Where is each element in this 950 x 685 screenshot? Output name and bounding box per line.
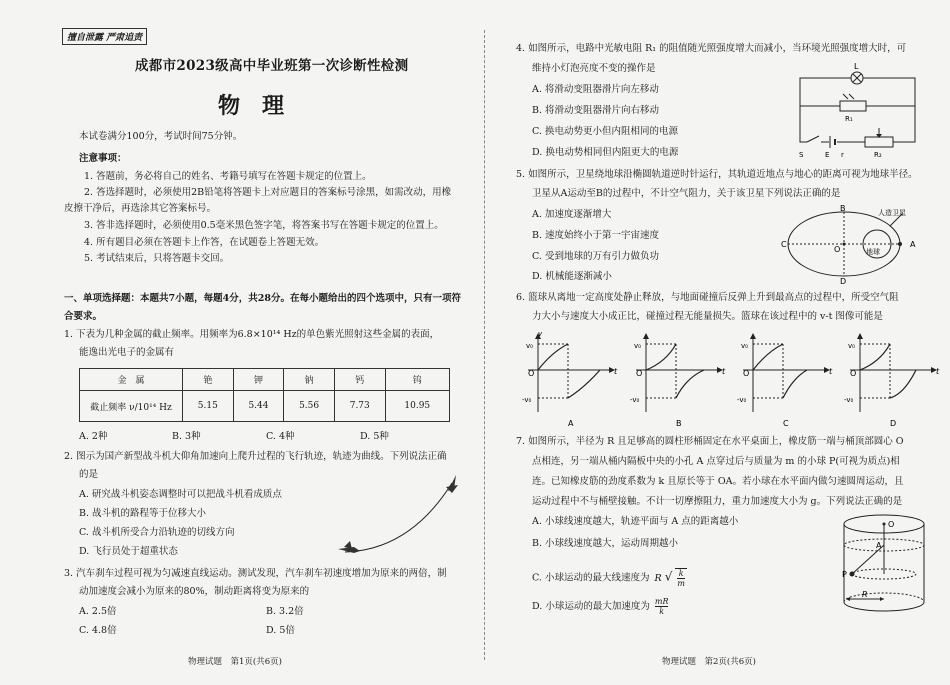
- axis-label: t: [829, 367, 833, 376]
- q7-option-d: [532, 597, 670, 616]
- table-header-cell: 钾: [233, 369, 284, 391]
- q2-stem-cont: 的是: [79, 469, 99, 480]
- q5-option-a: A. 加速度逐渐增大: [532, 209, 612, 220]
- q5-stem: 5. 如图所示，卫星绕地球沿椭圆轨道逆时针运行，其轨道近地点与地心的距离可视为地球半径。: [516, 169, 918, 180]
- q4-option-b: B. 将滑动变阻器滑片向右移动: [532, 105, 660, 116]
- orbit-label: A: [910, 240, 916, 249]
- q3-option-c: C. 4.8倍: [79, 625, 117, 636]
- axis-label: v₀: [634, 342, 641, 350]
- axis-label: -v₀: [737, 396, 747, 404]
- q3-option-d: D. 5倍: [266, 625, 295, 636]
- circuit-label: R₁: [845, 115, 853, 123]
- q6-stem-cont: 力大小与速度大小成正比，碰撞过程无能量损失。篮球在该过程中的 v-t 图像可能是: [532, 311, 883, 322]
- page-footer: 物理试题 第2页(共6页): [662, 657, 756, 667]
- circuit-diagram: [795, 62, 925, 160]
- page-footer: 物理试题 第1页(共6页): [188, 657, 282, 667]
- q1-option-d: D. 5种: [360, 431, 389, 442]
- orbit-label: 地球: [866, 248, 880, 256]
- q7-stem-cont: 运动过程中不与桶壁接触。不计一切摩擦阻力，重力加速度大小为 g。下列说法正确的是: [532, 496, 903, 507]
- note-line: 4. 所有题目必须在答题卡上作答，在试题卷上答题无效。: [84, 237, 325, 248]
- q7-stem-cont: 点相连，另一端从桶内隔板中央的小孔 A 点穿过后与质量为 m 的小球 P(可视为质点)相: [532, 456, 900, 467]
- switch-icon: [807, 136, 821, 145]
- table-header-row: [80, 369, 450, 391]
- bucket-bottom: [844, 602, 924, 611]
- q1-stem-cont: 能逸出光电子的金属有: [79, 347, 175, 358]
- subject-title: 物理: [218, 93, 307, 119]
- sqrt-icon: √: [664, 569, 673, 584]
- fraction-denominator: m: [677, 579, 685, 588]
- orbit-label: O: [834, 245, 841, 254]
- q7-stem: 7. 如图所示，半径为 R 且足够高的圆柱形桶固定在水平桌面上，橡皮筋一端与桶顶部圆心 O: [516, 436, 904, 447]
- page-2: [490, 0, 950, 685]
- orbit-label: B: [840, 204, 846, 213]
- cutoff-frequency-table: [79, 368, 450, 422]
- q1-option-c: C. 4种: [266, 431, 295, 442]
- axis-label: v: [538, 330, 543, 338]
- center-dot: [843, 243, 846, 246]
- vt-graph-b: [636, 333, 723, 412]
- axis-label: t: [614, 367, 618, 376]
- q4-stem-cont: 维持小灯泡亮度不变的操作是: [532, 63, 656, 74]
- orbit-label: 人造卫星: [878, 209, 906, 217]
- math-var: R: [654, 572, 662, 584]
- note-line: 3. 答非选择题时，必须使用0.5毫米黑色签字笔，将答案书写在答题卡规定的位置上。: [84, 220, 444, 231]
- axis-label: v₀: [848, 342, 855, 350]
- section-heading-cont: 合要求。: [64, 311, 103, 322]
- point-o: [883, 523, 886, 526]
- section-heading: 一、单项选择题：本题共7小题，每题4分，共28分。在每小题给出的四个选项中，只有一项符: [64, 293, 461, 304]
- axis-label: -v₀: [844, 396, 854, 404]
- q4-option-c: C. 换电动势更小但内阻相同的电源: [532, 126, 678, 137]
- axis-label: -v₀: [630, 396, 640, 404]
- orbit-diagram: [782, 202, 932, 284]
- q3-option-a: A. 2.5倍: [79, 606, 117, 617]
- battery-icon: [829, 136, 837, 148]
- q1-stem: 1. 下表为几种金属的截止频率。用频率为6.8×10¹⁴ Hz的单色紫光照射这些金属的表面，: [64, 329, 440, 340]
- table-row: [80, 391, 450, 422]
- q5-stem-cont: 卫星从A运动至B的过程中，不计空气阻力，关于该卫星下列说法正确的是: [532, 188, 841, 199]
- intro-text: 本试卷满分100分，考试时间75分钟。: [79, 131, 243, 142]
- table-cell: 5.44: [233, 391, 284, 422]
- q7-option-c: [532, 568, 687, 588]
- flight-trajectory-figure: [330, 465, 470, 565]
- graph-label: C: [783, 419, 789, 428]
- graph-label: A: [568, 419, 574, 428]
- circuit-label: R₂: [874, 151, 882, 159]
- table-cell: 5.15: [183, 391, 234, 422]
- q5-option-d: D. 机械能逐渐减小: [532, 271, 612, 282]
- table-header-cell: 钨: [385, 369, 449, 391]
- exam-title: 成都市2023级高中毕业班第一次诊断性检测: [135, 58, 409, 74]
- axis-label: -v₀: [522, 396, 532, 404]
- table-header-cell: 钠: [284, 369, 335, 391]
- q7-stem-cont: 连。已知橡皮筋的劲度系数为 k 且原长等于 OA。若小球在水平面内做匀速圆周运动，且: [532, 476, 904, 487]
- q3-stem: 3. 汽车刹车过程可视为匀减速直线运动。测试发现，汽车刹车初速度增加为原来的两倍，制: [64, 568, 447, 579]
- circuit-label: S: [799, 151, 804, 159]
- ball-icon: [850, 572, 855, 577]
- q4-stem: 4. 如图所示，电路中光敏电阻 R₁ 的阻值随光照强度增大而减小，当环境光照强度增大时，可: [516, 43, 907, 54]
- note-line: 皮擦干净后，再选涂其它答案标号。: [64, 203, 217, 214]
- q1-option-b: B. 3种: [172, 431, 201, 442]
- confidential-stamp: 擅自泄露 严肃追责: [62, 28, 147, 45]
- vt-graph-d: [850, 333, 937, 412]
- vt-graph-c: [743, 333, 830, 412]
- satellite-icon: [898, 242, 902, 246]
- fraction-numerator: k: [678, 569, 684, 578]
- fraction-numerator: mR: [654, 597, 669, 606]
- photoresistor-icon: [840, 94, 866, 111]
- bucket-bottom-back: [844, 593, 924, 602]
- axis-label: O: [528, 369, 535, 378]
- q5-option-c: C. 受到地球的万有引力做负功: [532, 251, 659, 262]
- q7-option-b: B. 小球线速度越大，运动周期越小: [532, 538, 679, 549]
- q7-option-c-text: C. 小球运动的最大线速度为: [532, 572, 650, 584]
- orbit-label: C: [781, 240, 787, 249]
- axis-label: t: [936, 367, 940, 376]
- circuit-label: E: [825, 151, 830, 159]
- bucket-label: A: [876, 541, 882, 550]
- q3-option-b: B. 3.2倍: [266, 606, 304, 617]
- bucket-label: P: [842, 570, 847, 579]
- q2-option-c: C. 战斗机所受合力沿轨迹的切线方向: [79, 527, 235, 538]
- axis-label: O: [636, 369, 643, 378]
- table-header-cell: 钙: [334, 369, 385, 391]
- q2-option-d: D. 飞行员处于超重状态: [79, 546, 178, 557]
- axis-label: v₀: [526, 342, 533, 350]
- fraction: [675, 568, 687, 588]
- orbit-label: D: [840, 277, 847, 286]
- arrow-head-icon: [880, 597, 884, 601]
- vt-graphs: [524, 332, 944, 430]
- q4-option-a: A. 将滑动变阻器滑片向左移动: [532, 84, 659, 95]
- table-header-cell: 铯: [183, 369, 234, 391]
- q2-option-a: A. 研究战斗机姿态调整时可以把战斗机看成质点: [79, 489, 282, 500]
- circuit-label: L: [854, 62, 859, 71]
- axis-label: O: [850, 369, 857, 378]
- arrow-head-icon: [846, 597, 850, 601]
- table-cell: 10.95: [385, 391, 449, 422]
- notes-heading: 注意事项：: [79, 153, 127, 164]
- graph-label: D: [890, 419, 897, 428]
- q7-option-d-text: D. 小球运动的最大加速度为: [532, 601, 650, 612]
- note-line: 1. 答题前，务必将自己的姓名、考籍号填写在答题卡规定的位置上。: [84, 171, 372, 182]
- table-cell: 5.56: [284, 391, 335, 422]
- axis-label: O: [743, 369, 750, 378]
- bucket-label: R: [862, 590, 868, 599]
- trajectory-curve: [345, 483, 452, 552]
- table-row-label: 截止频率 ν/10¹⁴ Hz: [80, 391, 183, 422]
- q1-option-a: A. 2种: [79, 431, 108, 442]
- q2-option-b: B. 战斗机的路程等于位移大小: [79, 508, 207, 519]
- cylinder-bucket-diagram: [840, 512, 930, 614]
- axis-label: v₀: [741, 342, 748, 350]
- table-cell: 7.73: [334, 391, 385, 422]
- q6-stem: 6. 篮球从离地一定高度处静止释放，与地面碰撞后反弹上升到最高点的过程中，所受空气阻: [516, 292, 899, 303]
- q5-option-b: B. 速度始终小于第一宇宙速度: [532, 230, 660, 241]
- note-line: 2. 答选择题时，必须使用2B铅笔将答题卡上对应题目的答案标号涂黑，如需改动，用橡: [84, 187, 452, 198]
- lamp-icon: [851, 72, 863, 84]
- circuit-label: r: [841, 151, 844, 159]
- bucket-label: O: [888, 520, 895, 529]
- rheostat-icon: [865, 128, 893, 147]
- graph-label: B: [676, 419, 682, 428]
- fraction-denominator: k: [659, 607, 665, 616]
- note-line: 5. 考试结束后，只将答题卡交回。: [84, 253, 230, 264]
- table-header-cell: 金 属: [80, 369, 183, 391]
- vt-graph-a: [528, 333, 615, 412]
- axis-label: t: [722, 367, 726, 376]
- page-divider: [484, 30, 485, 660]
- fraction: [653, 597, 671, 616]
- q7-option-a: A. 小球线速度越大，轨迹平面与 A 点的距离越小: [532, 516, 739, 527]
- jet-icon: [338, 541, 360, 553]
- q4-option-d: D. 换电动势相同但内阻更大的电源: [532, 147, 679, 158]
- q3-stem-cont: 动加速度会减小为原来的80%，制动距离将变为原来的: [79, 586, 310, 597]
- q2-stem: 2. 图示为国产新型战斗机大仰角加速向上爬升过程的飞行轨迹，轨迹为曲线。下列说法正确: [64, 451, 447, 462]
